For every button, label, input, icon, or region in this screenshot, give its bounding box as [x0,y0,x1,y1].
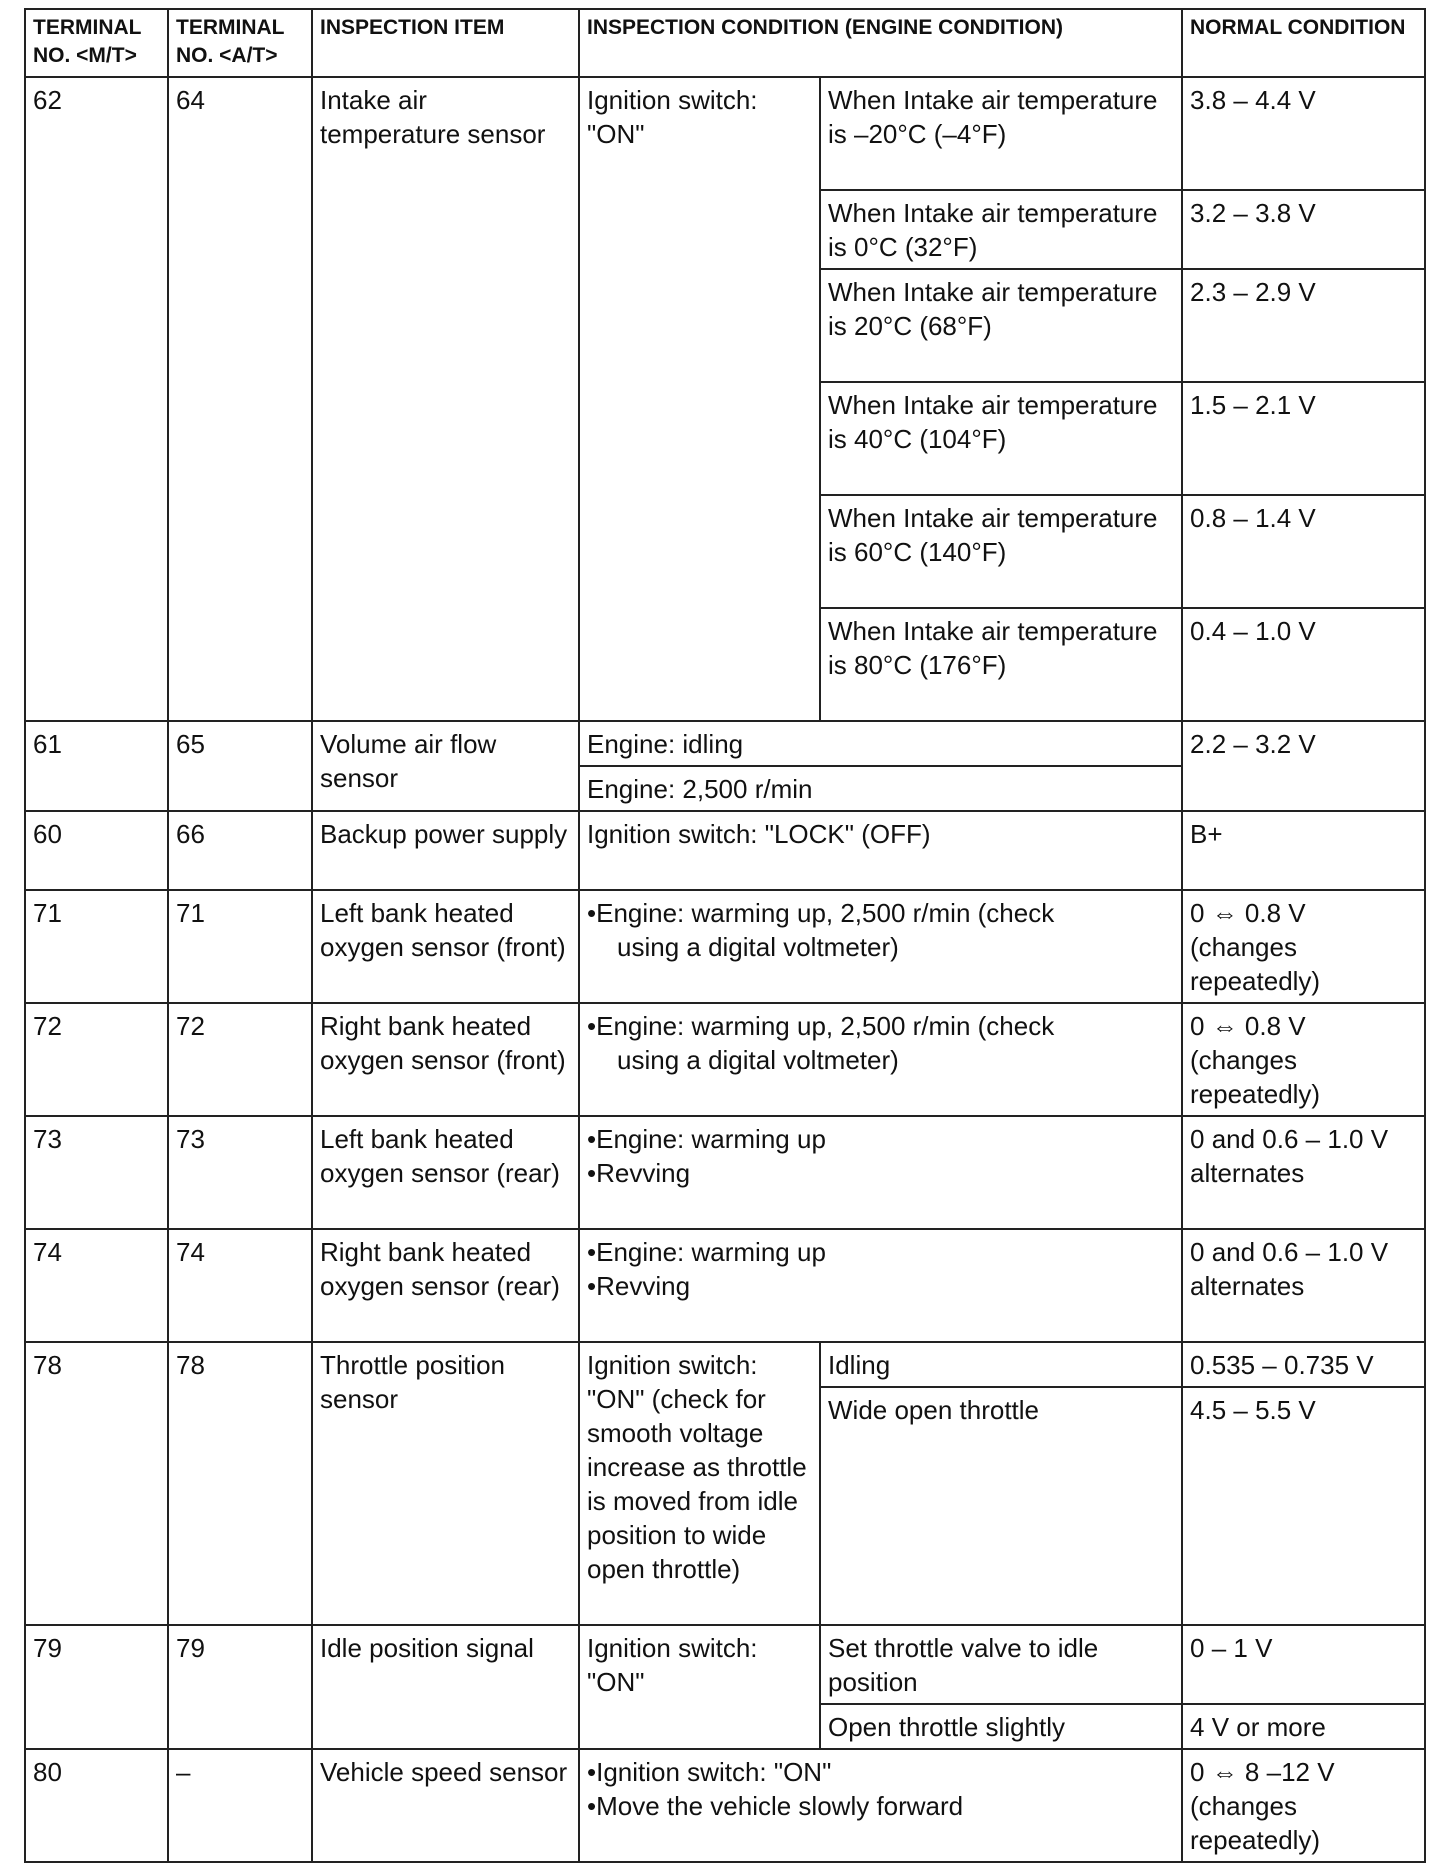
table-row [25,1003,1425,1116]
normal-condition-cell: 0 ⇔ 0.8 V (changes repeatedly) [1182,890,1425,1003]
inspection-item-cell: Volume air flow sensor [312,721,579,811]
header-row [25,9,1425,77]
table-row [25,1116,1425,1229]
condition-line: •Move the vehicle slowly forward [587,1791,964,1821]
terminal-at-cell: 73 [168,1116,312,1229]
terminal-mt-cell: 71 [25,890,168,1003]
normal-condition-cell: B+ [1182,811,1425,890]
sub-condition-cell: When Intake air temperature is 0°C (32°F) [820,190,1182,269]
header-normal-condition: NORMAL CONDITION [1182,9,1425,77]
sub-condition-cell: Set throttle valve to idle position [820,1625,1182,1704]
normal-condition-cell: 3.2 – 3.8 V [1182,190,1425,269]
table-row [25,77,1425,190]
table-row [25,1229,1425,1342]
terminal-inspection-table [24,8,1426,1863]
sub-condition-cell: Wide open throttle [820,1387,1182,1625]
normal-condition-cell: 2.2 – 3.2 V [1182,721,1425,811]
sub-condition-cell: When Intake air temperature is 40°C (104°F) [820,382,1182,495]
table-row [25,721,1425,766]
inspection-condition-cell: Ignition switch: "ON" [579,77,820,721]
table-row [25,811,1425,890]
table-row [25,1342,1425,1387]
terminal-mt-cell: 78 [25,1342,168,1625]
inspection-item-cell: Idle position signal [312,1625,579,1749]
inspection-condition-cell [579,1749,1182,1862]
normal-condition-cell: 0 ⇔ 8 –12 V (changes repeatedly) [1182,1749,1425,1862]
normal-condition-cell: 0 and 0.6 – 1.0 V alternates [1182,1229,1425,1342]
terminal-mt-cell: 62 [25,77,168,721]
normal-condition-cell: 4 V or more [1182,1704,1425,1749]
table-row [25,1625,1425,1704]
inspection-item-cell: Right bank heated oxygen sensor (front) [312,1003,579,1116]
inspection-condition-cell [579,890,1182,1003]
inspection-item-cell: Throttle position sensor [312,1342,579,1625]
inspection-condition-cell: Ignition switch: "ON" [579,1625,820,1749]
header-terminal-mt: TERMINAL NO. <M/T> [25,9,168,77]
terminal-mt-cell: 72 [25,1003,168,1116]
inspection-condition-cell: Ignition switch: "ON" (check for smooth voltage increase as throttle is moved from idle position to wide open throttle) [579,1342,820,1625]
normal-condition-cell: 0 – 1 V [1182,1625,1425,1704]
inspection-item-cell: Intake air temperature sensor [312,77,579,721]
terminal-at-cell: 79 [168,1625,312,1749]
inspection-condition-cell [579,1229,1182,1342]
table-row [25,1749,1425,1862]
sub-condition-cell: Open throttle slightly [820,1704,1182,1749]
terminal-mt-cell: 80 [25,1749,168,1862]
inspection-item-cell: Backup power supply [312,811,579,890]
terminal-mt-cell: 79 [25,1625,168,1749]
terminal-mt-cell: 74 [25,1229,168,1342]
condition-line: •Engine: warming up [587,1124,826,1154]
inspection-condition-cell: Engine: idling [579,721,1182,766]
terminal-mt-cell: 73 [25,1116,168,1229]
normal-condition-cell: 0 and 0.6 – 1.0 V alternates [1182,1116,1425,1229]
sub-condition-cell: When Intake air temperature is 80°C (176°F) [820,608,1182,721]
header-terminal-at: TERMINAL NO. <A/T> [168,9,312,77]
normal-condition-cell: 4.5 – 5.5 V [1182,1387,1425,1625]
terminal-at-cell: 66 [168,811,312,890]
header-inspection-item: INSPECTION ITEM [312,9,579,77]
table-row [25,890,1425,1003]
inspection-condition-cell: Engine: 2,500 r/min [579,766,1182,811]
condition-line: •Ignition switch: "ON" [587,1757,832,1787]
normal-condition-cell: 0.4 – 1.0 V [1182,608,1425,721]
terminal-mt-cell: 60 [25,811,168,890]
normal-condition-cell: 3.8 – 4.4 V [1182,77,1425,190]
terminal-at-cell: 71 [168,890,312,1003]
normal-condition-cell: 2.3 – 2.9 V [1182,269,1425,382]
sub-condition-cell: Idling [820,1342,1182,1387]
terminal-at-cell: 72 [168,1003,312,1116]
inspection-item-cell: Right bank heated oxygen sensor (rear) [312,1229,579,1342]
terminal-at-cell: 64 [168,77,312,721]
terminal-at-cell: 74 [168,1229,312,1342]
terminal-at-cell: 78 [168,1342,312,1625]
sub-condition-cell: When Intake air temperature is –20°C (–4°F) [820,77,1182,190]
condition-line: using a digital voltmeter) [617,1045,899,1075]
terminal-at-cell: – [168,1749,312,1862]
header-inspection-condition: INSPECTION CONDITION (ENGINE CONDITION) [579,9,1182,77]
terminal-mt-cell: 61 [25,721,168,811]
normal-condition-cell: 0.8 – 1.4 V [1182,495,1425,608]
sub-condition-cell: When Intake air temperature is 20°C (68°F) [820,269,1182,382]
condition-line: •Engine: warming up [587,1237,826,1267]
inspection-condition-cell: Ignition switch: "LOCK" (OFF) [579,811,1182,890]
sub-condition-cell: When Intake air temperature is 60°C (140°F) [820,495,1182,608]
condition-line: using a digital voltmeter) [617,932,899,962]
normal-condition-cell: 1.5 – 2.1 V [1182,382,1425,495]
inspection-condition-cell [579,1116,1182,1229]
normal-condition-cell: 0 ⇔ 0.8 V (changes repeatedly) [1182,1003,1425,1116]
inspection-sheet [24,8,1424,1863]
inspection-item-cell: Left bank heated oxygen sensor (front) [312,890,579,1003]
terminal-at-cell: 65 [168,721,312,811]
condition-line: •Revving [587,1271,691,1301]
inspection-item-cell: Vehicle speed sensor [312,1749,579,1862]
inspection-item-cell: Left bank heated oxygen sensor (rear) [312,1116,579,1229]
inspection-condition-cell [579,1003,1182,1116]
condition-line: •Engine: warming up, 2,500 r/min (check [587,1011,1055,1041]
condition-line: •Engine: warming up, 2,500 r/min (check [587,898,1055,928]
condition-line: •Revving [587,1158,691,1188]
normal-condition-cell: 0.535 – 0.735 V [1182,1342,1425,1387]
